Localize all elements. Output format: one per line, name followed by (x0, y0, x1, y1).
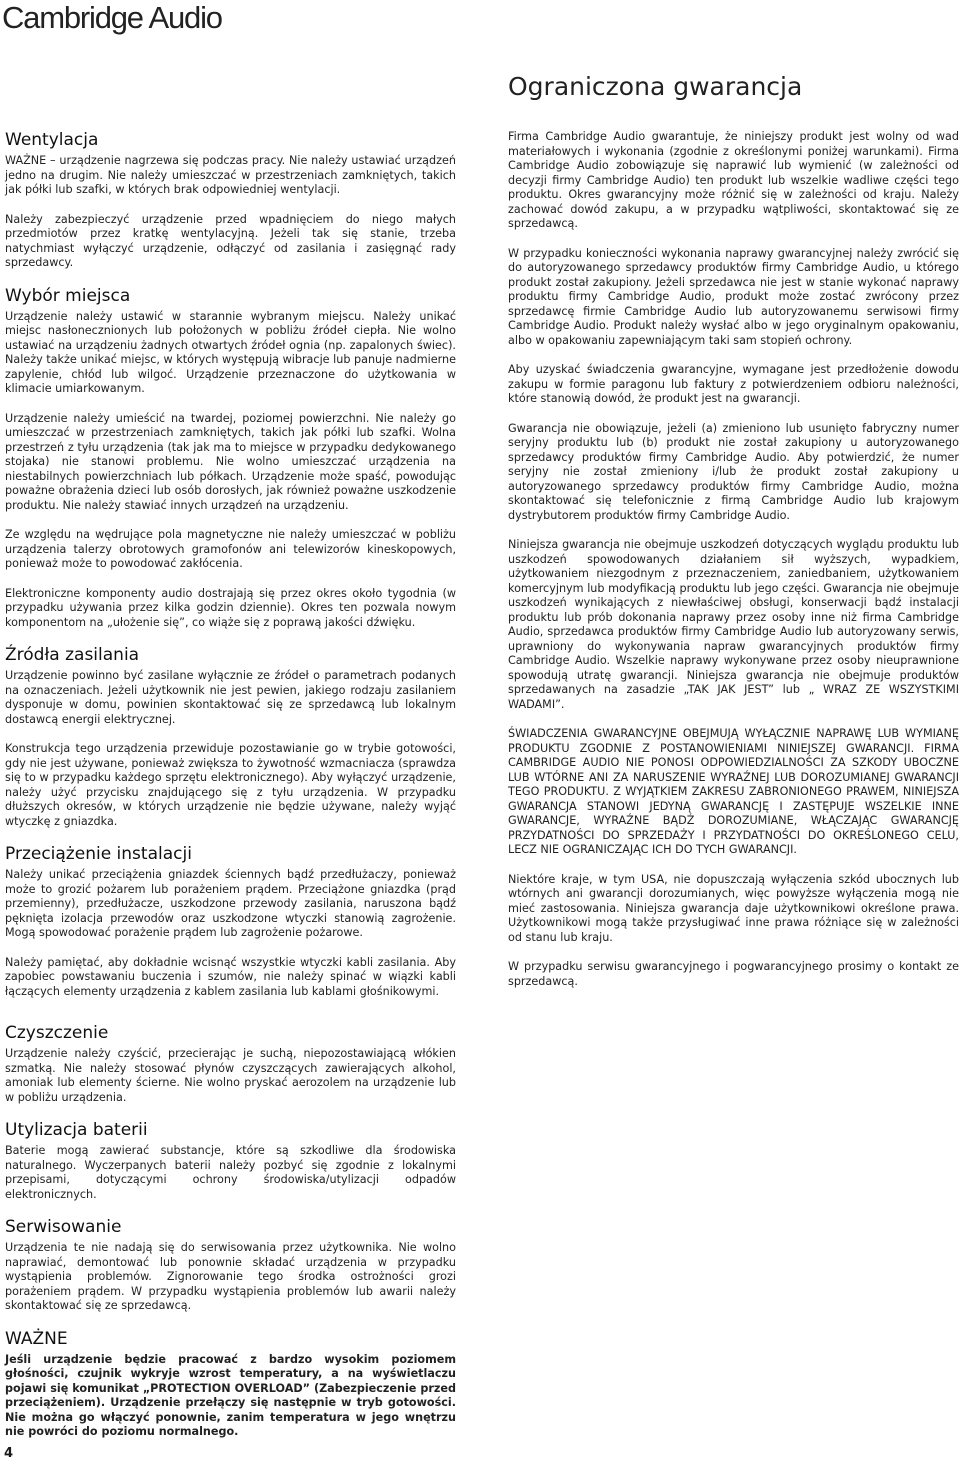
brand-logo: Cambridge Audio (2, 0, 222, 35)
warranty-paragraph: Aby uzyskać świadczenia gwarancyjne, wymagane jest przedłożenie dowodu zakupu w formie paragonu lub faktury z potwierdzeniem odbioru należności, które stanowią dowód, że produkt jest na gwarancji. (508, 363, 959, 405)
section-serwisowanie (5, 1217, 456, 1314)
paragraph: Baterie mogą zawierać substancje, które są szkodliwe dla środowiska naturalnego. Wyczerpanych baterii należy pozbyć się zgodnie z lokalnymi przepisami, dotyczącymi ochrony środowiska/utylizacji odpadów elektronicznych. (5, 1144, 456, 1201)
warranty-paragraph: W przypadku serwisu gwarancyjnego i pogwarancyjnego prosimy o kontakt ze sprzedawcą. (508, 960, 959, 988)
paragraph: Urządzenie należy umieścić na twardej, poziomej powierzchni. Nie należy go umieszczać w przestrzeniach zamkniętych, takich jak półki lub szafki. Wolna przestrzeń z tyłu urządzenia (tak jak ma to miejsce w przypadku dedykowanego stojaka) nie stanowi problemu. Nie wolno umieszczać urządzenia na niestabilnych powierzchniach lub półkach. Urządzenie może spaść, powodując poważne obrażenia dzieci lub osób dorosłych, jak również poważne uszkodzenie produktu. Nie należy stawiać innych urządzeń na urządzeniu. (5, 411, 456, 512)
paragraph: Konstrukcja tego urządzenia przewiduje pozostawianie go w trybie gotowości, gdy nie jest używane, ponieważ zwiększa to żywotność wzmacniacza (sprawdza się to w przypadku każdego sprzętu elektronicznego). Aby wyłączyć urządzenie, należy użyć przycisku znajdującego się z tyłu urządzenia. W przypadku dłuższych okresów, w których urządzenie nie będzie używane, należy wyjąć wtyczkę z gniazdka. (5, 742, 456, 828)
section-heading: Wybór miejsca (5, 285, 131, 306)
warranty-paragraph: W przypadku konieczności wykonania naprawy gwarancyjnej należy zwrócić się do autoryzowanego sprzedawcy produktów firmy Cambridge Audio, u którego produkt został zakupiony. Jeżeli sprzedawca nie jest w stanie wykonać naprawy produktu firmy Cambridge Audio, produkt może zostać zwrócony przez sprzedawcę firmie Cambridge Audio lub autoryzowanemu serwisowi firmy Cambridge Audio. Produkt należy wysłać albo w jego oryginalnym opakowaniu, albo w opakowaniu zapewniającym taki sam stopień ochrony. (508, 246, 959, 347)
paragraph: Urządzenie powinno być zasilane wyłącznie ze źródeł o parametrach podanych na oznaczeniach. Jeżeli użytkownik nie jest pewien, jakiego rodzaju zasilaniem dysponuje w domu, powinien skontaktować się ze sprzedawcą lub lokalnym dostawcą energii elektrycznej. (5, 669, 456, 726)
section-utylizacja (5, 1120, 456, 1202)
paragraph: Należy zabezpieczyć urządzenie przed wpadnięciem do niego małych przedmiotów przez kratkę wentylacyjną. Jeżeli tak się stanie, trzeba natychmiast wyłączyć urządzenie, odłączyć od zasilania i zasięgnąć rady sprzedawcy. (5, 212, 456, 269)
section-heading: Przeciążenie instalacji (5, 844, 192, 864)
paragraph: Należy unikać przeciążenia gniazdek ściennych bądź przedłużaczy, ponieważ może to grozić pożarem lub porażeniem prądem. Przeciążone gniazdka (prąd przemienny), przedłużacze, uszkodzone przewody zasilania, naruszona bądź pęknięta izolacja przewodów oraz uszkodzone wtyczki stanowią zagrożenie. Mogą spowodować porażenie prądem lub zagrożenie pożarowe. (5, 868, 456, 939)
paragraph: Urządzenie należy ustawić w starannie wybranym miejscu. Należy unikać miejsc nasłonecznionych lub położonych w pobliżu źródeł ciepła. Nie wolno ustawiać na urządzeniu żadnych otwartych źródeł ognia (np. zapalonych świec). Należy także unikać miejsc, w których występują wibracje lub panuje nadmierne zapylenie, chłód lub wilgoć. Urządzenie przeznaczone do użytkowania w klimacie umiarkowanym. (5, 309, 456, 395)
section-heading: Źródła zasilania (5, 645, 140, 665)
page-number: 4 (4, 1446, 14, 1461)
section-heading: Czyszczenie (5, 1023, 109, 1043)
section-heading: Wentylacja (5, 130, 99, 150)
paragraph: Należy pamiętać, aby dokładnie wcisnąć wszystkie wtyczki kabli zasilania. Aby zapobiec powstawaniu buczenia i szumów, nie należy spinać w wiązki kabli łączących elementy urządzenia z kablem zasilania lub kablami głośnikowymi. (5, 955, 456, 998)
section-przeciazenie (5, 844, 456, 999)
section-heading: Utylizacja baterii (5, 1120, 148, 1140)
section-wentylacja (5, 130, 456, 271)
warranty-paragraph: ŚWIADCZENIA GWARANCYJNE OBEJMUJĄ WYŁĄCZNIE NAPRAWĘ LUB WYMIANĘ PRODUKTU ZGODNIE Z POSTANOWIENIAMI NINIEJSZEJ GWARANCJI. FIRMA CAMBRIDGE AUDIO NIE PONOSI ODPOWIEDZIALNOŚCI ZA SZKODY UBOCZNE LUB WTÓRNE ANI ZA NARUSZENIE WYRAŹNEJ LUB DOROZUMIANEJ GWARANCJI TEGO PRODUKTU. Z WYJĄTKIEM ZAKRESU ZABRONIONEGO PRAWEM, NINIEJSZA GWARANCJA STANOWI JEDYNĄ GWARANCJĘ I ZASTĘPUJE WSZELKIE INNE GWARANCJE, WYRAŹNE BĄDŹ DOROZUMIANE, WŁĄCZAJĄC GWARANCJĘ PRZYDATNOŚCI DO SPRZEDAŻY I PRZYDATNOŚCI DO OKREŚLONEGO CELU, LECZ NIE OGRANICZAJĄC ICH DO TYCH GWARANCJI. (508, 727, 959, 856)
section-zrodla-zasilania (5, 645, 456, 829)
left-column (5, 130, 456, 1455)
warranty-paragraph: Firma Cambridge Audio gwarantuje, że niniejszy produkt jest wolny od wad materiałowych i wykonania (zgodnie z określonymi poniżej warunkami). Firma Cambridge Audio zobowiązuje się naprawić lub wymienić (w zależności od decyzji firmy Cambridge Audio) ten produkt lub wszelkie wadliwe części tego produktu. Okres gwarancyjny może różnić się w zależności od kraju. Należy zachować dowód zakupu, a w przypadku wątpliwości, skontaktować się ze sprzedawcą. (508, 130, 959, 230)
section-heading: Serwisowanie (5, 1217, 122, 1237)
section-wazne (5, 1329, 456, 1440)
paragraph: WAŻNE – urządzenie nagrzewa się podczas pracy. Nie należy ustawiać urządzeń jedno na drugim. Nie należy umieszczać w przestrzeniach zamkniętych, takich jak półki lub szafki, w których brak odpowiedniej wentylacji. (5, 154, 456, 196)
warranty-paragraph: Niniejsza gwarancja nie obejmuje uszkodzeń dotyczących wyglądu produktu lub uszkodzeń spowodowanych działaniem sił wyższych, wypadkiem, użytkowaniem niezgodnym z przeznaczeniem, zaniedbaniem, użytkowaniem komercyjnym lub modyfikacją produktu lub jego części. Gwarancja nie obejmuje uszkodzeń wynikających z niewłaściwej obsługi, konserwacji bądź instalacji produktu lub prób dokonania naprawy przez osoby inne niż firma Cambridge Audio, sprzedawca produktów firmy Cambridge Audio lub autoryzowany serwis, uprawniony do wykonywania napraw gwarancyjnych produktów firmy Cambridge Audio. Wszelkie naprawy wykonywane przez osoby nieuprawnione spowodują utratę gwarancji. Niniejsza gwarancja nie obejmuje produktów sprzedawanych na zasadzie „TAK JAK JEST” lub „ WRAZ ZE WSZYSTKIMI WADAMI”. (508, 538, 959, 711)
page-title: Ograniczona gwarancja (508, 72, 803, 101)
section-czyszczenie (5, 1023, 456, 1105)
paragraph: Urządzenia te nie nadają się do serwisowania przez użytkownika. Nie wolno naprawiać, demontować lub ponownie składać urządzenia w przypadku wystąpienia problemów. Zignorowanie tego środka ostrożności grozi porażeniem prądem. W przypadku wystąpienia problemów lub awarii należy skontaktować się ze sprzedawcą. (5, 1241, 456, 1312)
paragraph: Elektroniczne komponenty audio dostrajają się przez okres około tygodnia (w przypadku używania przez kilka godzin dziennie). Okres ten pozwala nowym komponentom na „ułożenie się”, co wiąże się z poprawą jakości dźwięku. (5, 586, 456, 629)
section-wybor-miejsca (5, 286, 456, 631)
right-column (508, 130, 959, 1004)
paragraph: Ze względu na wędrujące pola magnetyczne nie należy umieszczać w pobliżu urządzenia talerzy obrotowych gramofonów ani telewizorów kineskopowych, ponieważ może to powodować zakłócenia. (5, 528, 456, 570)
warning-paragraph: Jeśli urządzenie będzie pracować z bardzo wysokim poziomem głośności, czujnik wykryje wzrost temperatury, a na wyświetlaczu pojawi się komunikat „PROTECTION OVERLOAD” (Zabezpieczenie przed przeciążeniem). Urządzenie przełączy się następnie w tryb gotowości. Nie można go włączyć ponownie, zanim temperatura w jego wnętrzu nie powróci do poziomu normalnego. (5, 1352, 456, 1438)
warranty-paragraph: Niektóre kraje, w tym USA, nie dopuszczają wyłączenia szkód ubocznych lub wtórnych ani gwarancji dorozumianych, więc powyższe wyłączenia mogą nie mieć zastosowania. Niniejsza gwarancja daje użytkownikowi określone prawa. Użytkownikowi mogą także przysługiwać inne prawa różniące się w zależności od stanu lub kraju. (508, 872, 959, 944)
warranty-paragraph: Gwarancja nie obowiązuje, jeżeli (a) zmieniono lub usunięto fabryczny numer seryjny produktu lub (b) produkt nie został zakupiony u autoryzowanego sprzedawcy produktów firmy Cambridge Audio. Aby potwierdzić, że numer seryjny nie został zmieniony i/lub że produkt został zakupiony u autoryzowanego sprzedawcy produktów firmy Cambridge Audio, można skontaktować się telefonicznie z firmą Cambridge Audio lub krajowym dystrybutorem produktów firmy Cambridge Audio. (508, 421, 959, 522)
paragraph: Urządzenie należy czyścić, przecierając je suchą, niepozostawiającą włókien szmatką. Nie należy stosować płynów czyszczących zawierających alkohol, amoniak lub elementy ścierne. Nie wolno pryskać aerozolem na urządzenie lub w pobliżu urządzenia. (5, 1047, 456, 1104)
section-heading: WAŻNE (5, 1328, 68, 1349)
